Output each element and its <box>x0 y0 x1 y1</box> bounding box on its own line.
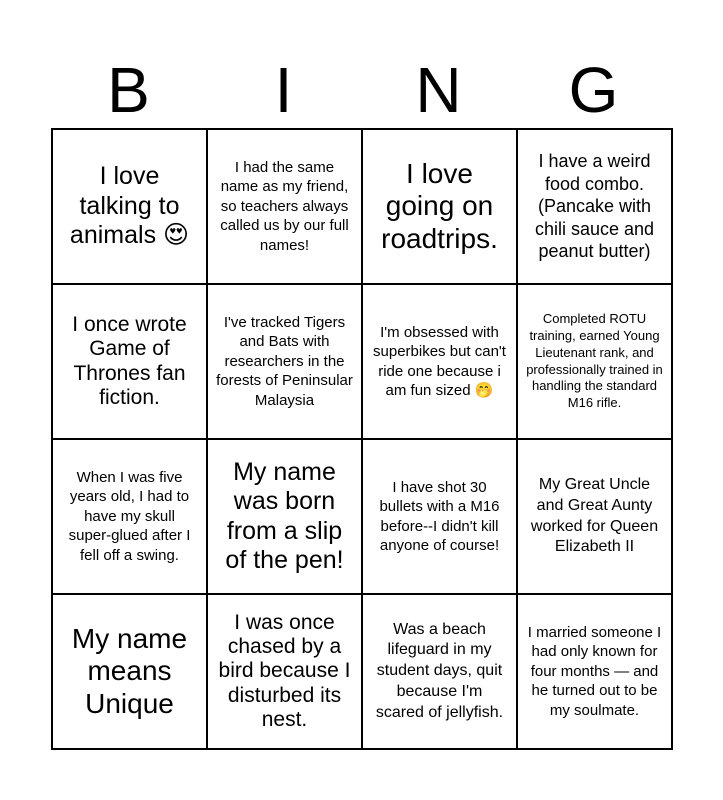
bingo-cell[interactable] <box>517 284 672 439</box>
cell-text: I married someone I had only known for four months — and he turned out to be my soulmate. <box>527 623 662 719</box>
bingo-cell[interactable] <box>362 594 517 749</box>
cell-text: I've tracked Tigers and Bats with researchers in the forests of Peninsular Malaysia <box>216 313 353 409</box>
header-letter-n: N <box>415 54 462 126</box>
bingo-cell[interactable] <box>362 439 517 594</box>
bingo-cell[interactable] <box>52 284 207 439</box>
cell-text: I once wrote Game of Thrones fan fiction. <box>72 313 187 409</box>
cell-text: I'm obsessed with superbikes but can't ride one because i am fun sized 🤭 <box>373 323 506 399</box>
header-letter-b: B <box>107 54 150 126</box>
board-row <box>52 439 672 594</box>
cell-text: My Great Uncle and Great Aunty worked for Queen Elizabeth II <box>530 475 659 556</box>
cell-text: I had the same name as my friend, so teachers always called us by our full names! <box>220 158 349 254</box>
cell-text: I love going on roadtrips. <box>381 158 498 254</box>
cell-text: Was a beach lifeguard in my student days, quit because I'm scared of jellyfish. <box>375 620 504 721</box>
cell-text: Completed ROTU training, earned Young Lieutenant rank, and professionally trained in handling the standard M16 rifle. <box>526 310 663 411</box>
bingo-cell[interactable] <box>362 129 517 284</box>
cell-text: When I was five years old, I had to have my skull super-glued after I fell off a swing. <box>68 468 191 564</box>
header-letter-g: G <box>568 54 619 126</box>
bingo-cell[interactable] <box>517 129 672 284</box>
bingo-cell[interactable] <box>517 439 672 594</box>
bingo-cell[interactable] <box>517 594 672 749</box>
cell-text: I have shot 30 bullets with a M16 before--I didn't kill anyone of course! <box>379 478 500 554</box>
cell-text: My name was born from a slip of the pen! <box>225 457 344 574</box>
bingo-header <box>51 52 671 128</box>
header-letter-i: I <box>274 54 293 126</box>
bingo-cell[interactable] <box>362 284 517 439</box>
bingo-cell[interactable] <box>52 594 207 749</box>
bingo-cell[interactable] <box>207 129 362 284</box>
bingo-cell[interactable] <box>207 439 362 594</box>
cell-text: I love talking to animals 😍 <box>69 162 190 250</box>
cell-text: I was once chased by a bird because I disturbed its nest. <box>218 611 351 731</box>
board-row <box>52 284 672 439</box>
bingo-cell[interactable] <box>52 129 207 284</box>
bingo-board <box>51 128 673 750</box>
board-row <box>52 129 672 284</box>
cell-text: I have a weird food combo. (Pancake with chili sauce and peanut butter) <box>534 151 655 262</box>
cell-text: My name means Unique <box>71 623 188 719</box>
bingo-cell[interactable] <box>52 439 207 594</box>
bingo-cell[interactable] <box>207 594 362 749</box>
bingo-cell[interactable] <box>207 284 362 439</box>
board-row <box>52 594 672 749</box>
